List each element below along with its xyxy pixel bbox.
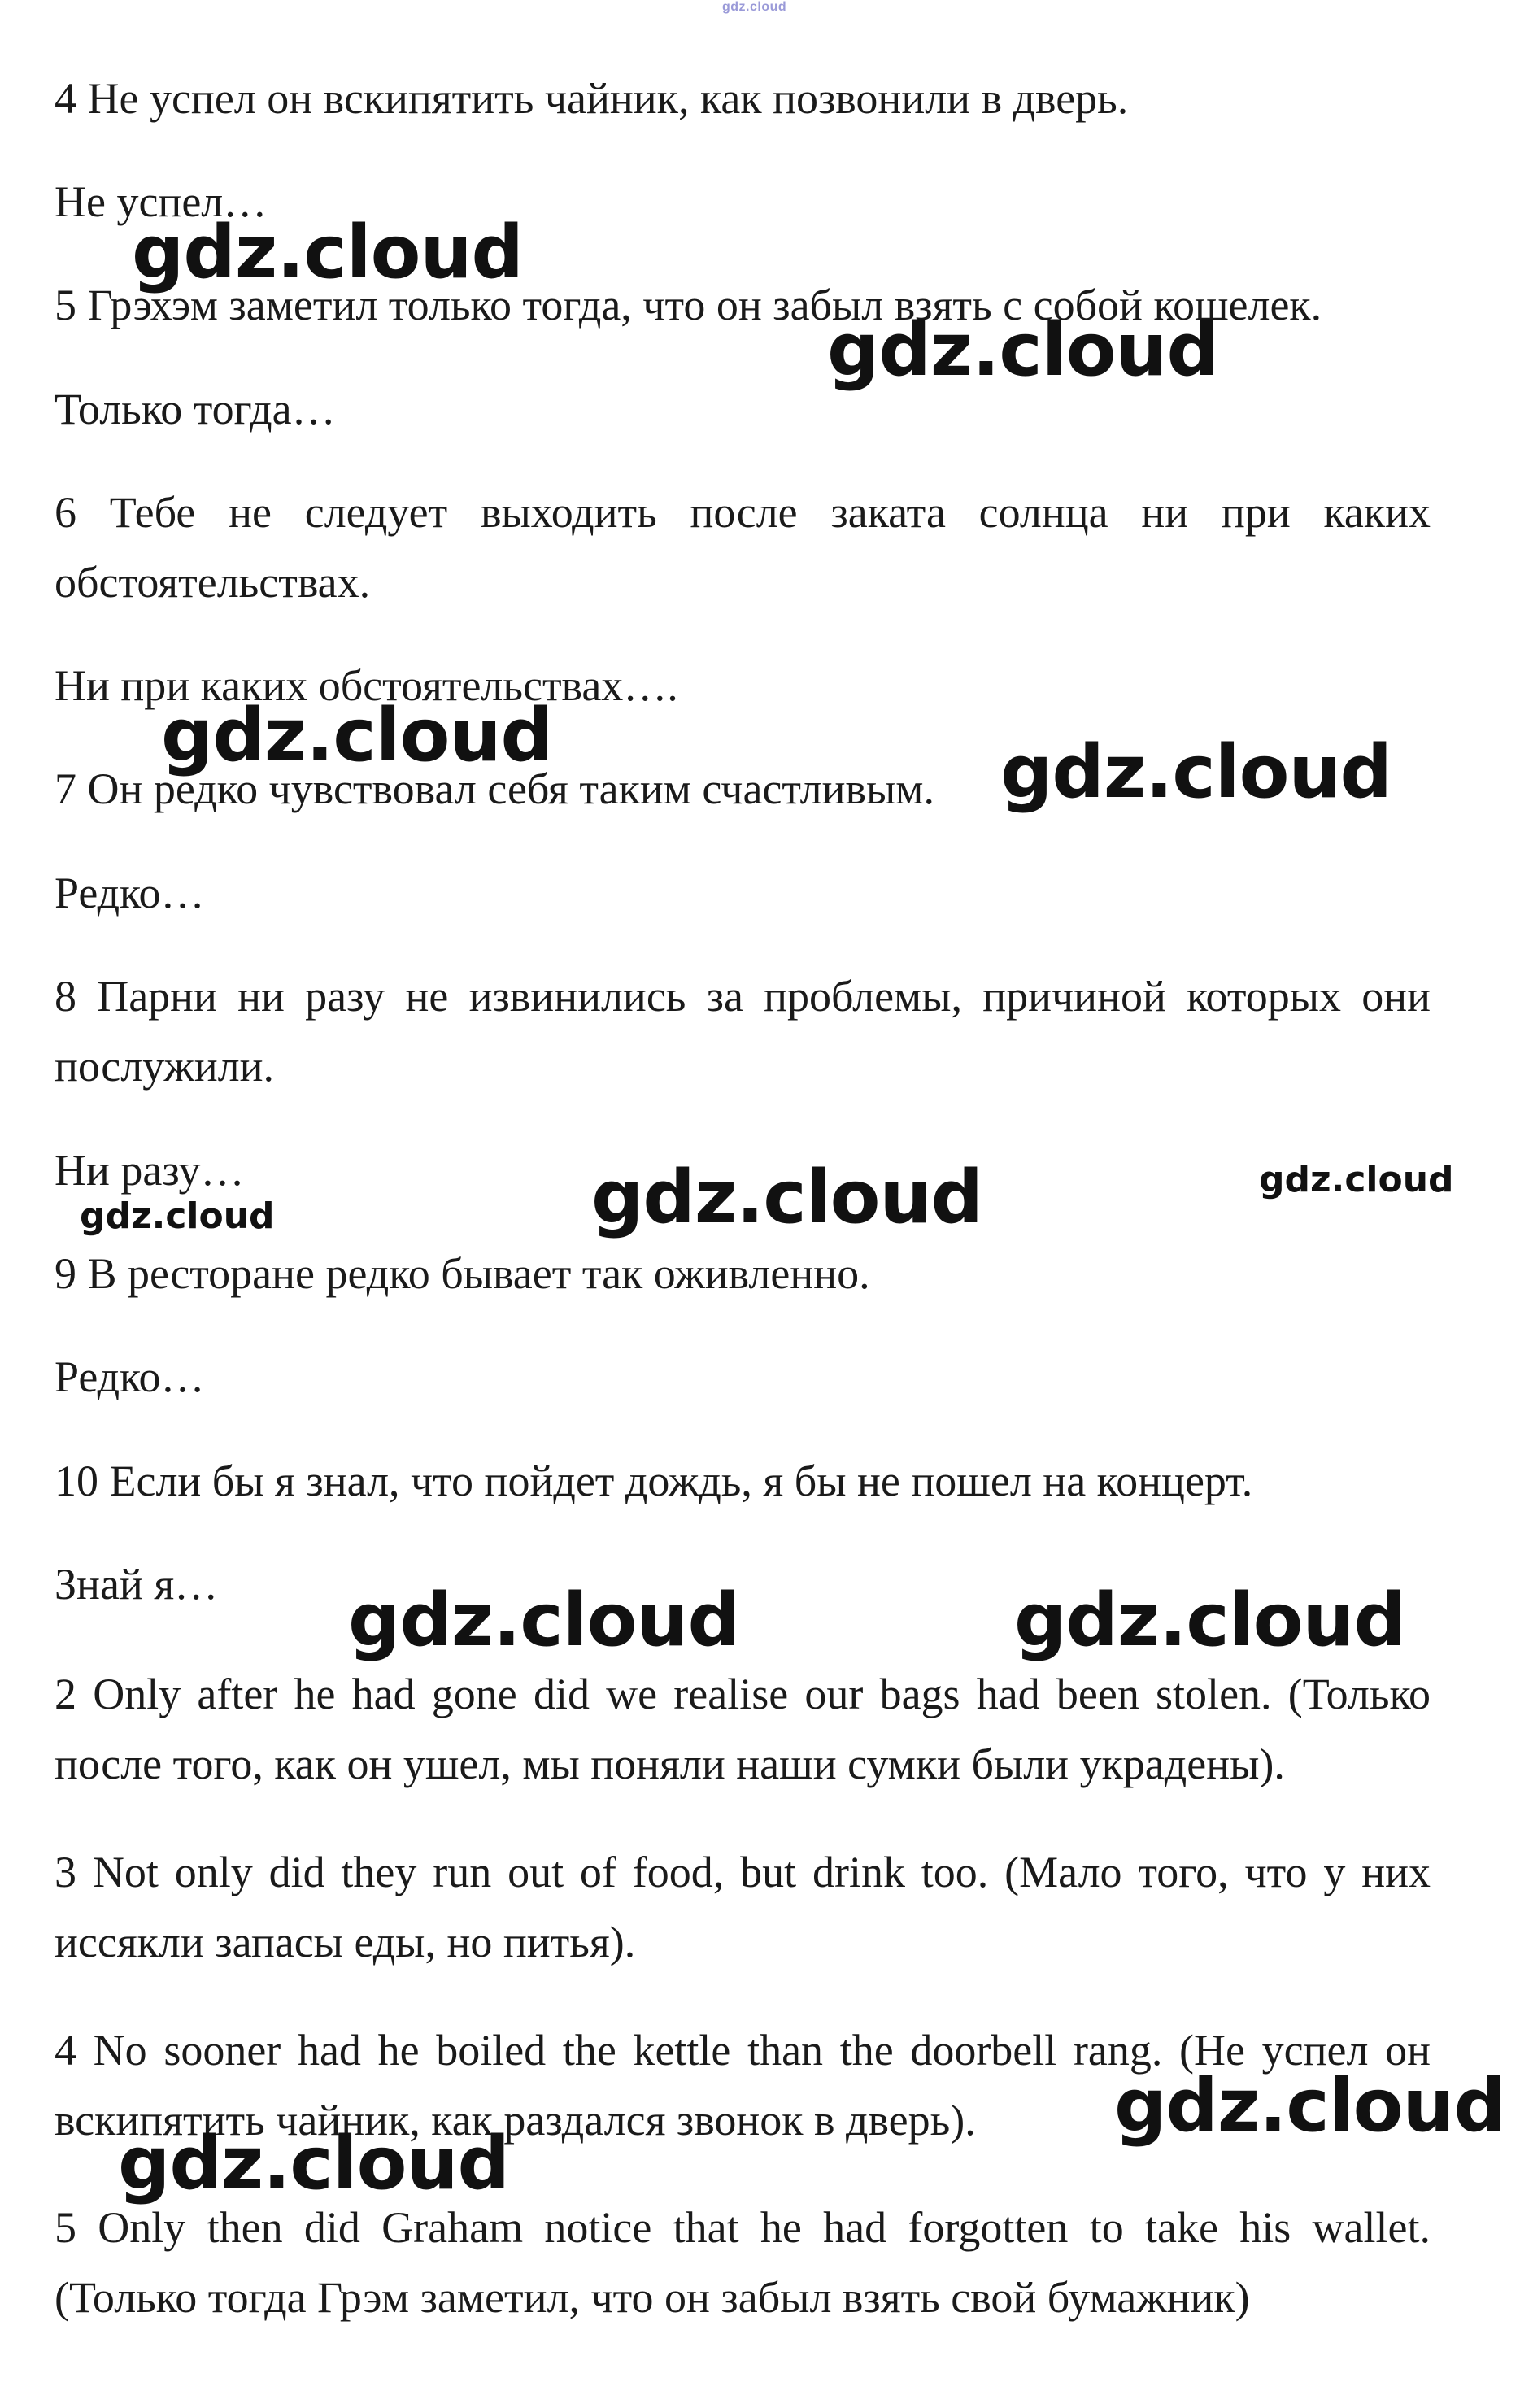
watermark: gdz.cloud	[591, 1155, 982, 1240]
top-watermark: gdz.cloud	[722, 0, 787, 14]
watermark: gdz.cloud	[80, 1195, 275, 1237]
paragraph-ru-5-start: Только тогда…	[54, 385, 336, 433]
watermark: gdz.cloud	[118, 2121, 509, 2206]
paragraph-ru-9-start: Редко…	[54, 1352, 205, 1401]
paragraph-ru-8-start: Ни разу…	[54, 1146, 245, 1195]
paragraph-ru-5: 5 Грэхэм заметил только тогда, что он забыл взять с собой кошелек.	[54, 281, 1322, 329]
paragraph-ru-6-start: Ни при каких обстоятельствах….	[54, 661, 678, 710]
paragraph-ru-7-start: Редко…	[54, 869, 205, 917]
paragraph-ru-7: 7 Он редко чувствовал себя таким счастливым.	[54, 764, 934, 813]
paragraph-ru-8: 8 Парни ни разу не извинились за проблемы, причиной которых они послужили.	[54, 972, 1431, 1091]
paragraph-ru-4-start: Не успел…	[54, 177, 268, 226]
watermark: gdz.cloud	[132, 210, 523, 295]
watermark: gdz.cloud	[1114, 2063, 1505, 2149]
paragraph-ru-9: 9 В ресторане редко бывает так оживленно.	[54, 1249, 870, 1298]
paragraph-ru-4: 4 Не успел он вскипятить чайник, как позвонили в дверь.	[54, 74, 1129, 123]
paragraph-ru-10-start: Знай я…	[54, 1560, 219, 1609]
watermark: gdz.cloud	[1000, 729, 1392, 815]
paragraph-ru-10: 10 Если бы я знал, что пойдет дождь, я бы не пошел на концерт.	[54, 1457, 1253, 1505]
answer-4: 4 No sooner had he boiled the kettle than the doorbell rang. (Не успел он вскипятить чайник, как раздался звонок в дверь).	[54, 2026, 1431, 2145]
answer-2: 2 Only after he had gone did we realise our bags had been stolen. (Только после того, как он ушел, мы поняли наши сумки были украдены).	[54, 1670, 1431, 1788]
watermark: gdz.cloud	[827, 307, 1218, 393]
watermark: gdz.cloud	[348, 1578, 739, 1663]
watermark: gdz.cloud	[161, 693, 552, 778]
watermark: gdz.cloud	[1014, 1578, 1405, 1663]
paragraph-ru-6: 6 Тебе не следует выходить после заката солнца ни при каких обстоятельствах.	[54, 488, 1431, 607]
watermark: gdz.cloud	[1259, 1159, 1454, 1200]
answer-3: 3 Not only did they run out of food, but drink too. (Мало того, что у них иссякли запасы еды, но питья).	[54, 1848, 1431, 1966]
answer-5: 5 Only then did Graham notice that he had forgotten to take his wallet. (Только тогда Грэм заметил, что он забыл взять свой бумажник)	[54, 2203, 1431, 2322]
